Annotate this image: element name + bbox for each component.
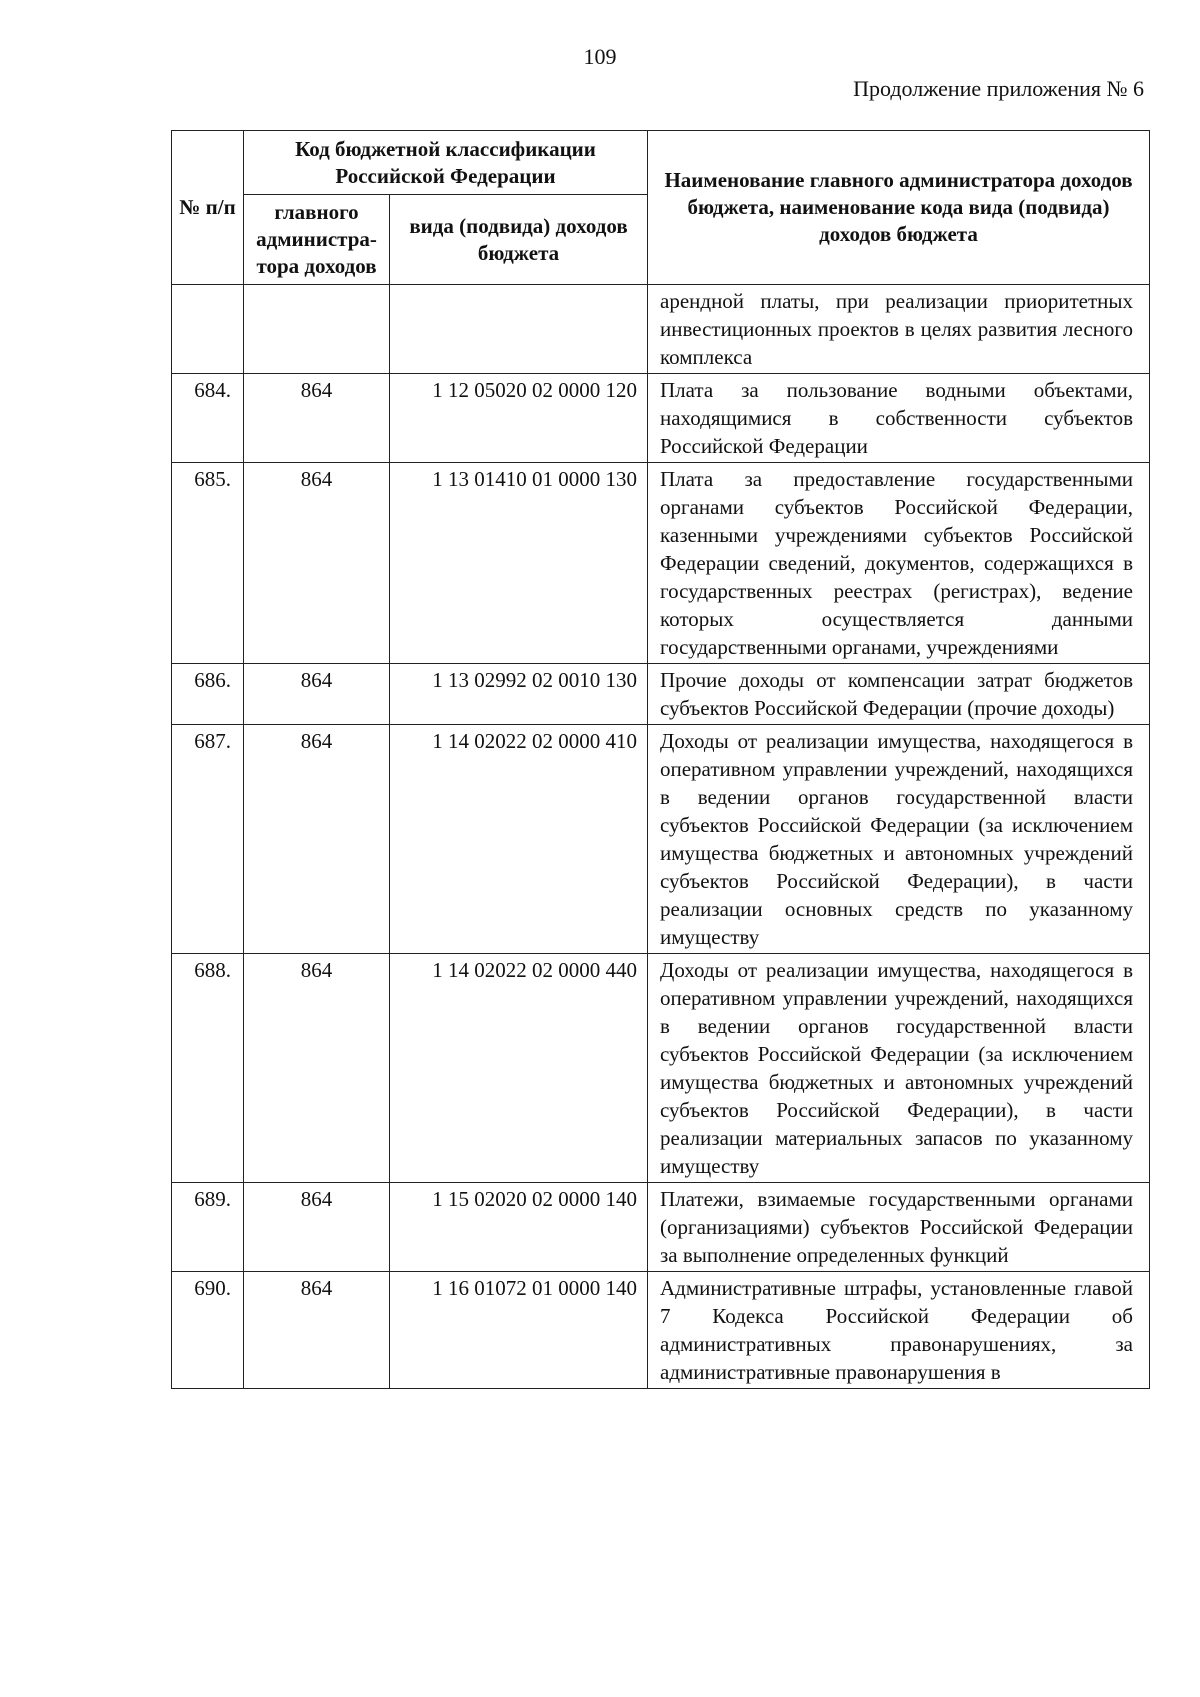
revenue-code: 1 12 05020 02 0000 120	[390, 374, 648, 463]
table-body	[172, 285, 1150, 1389]
row-number: 684.	[172, 374, 244, 463]
header-revenue-type-code: вида (подвида) доходов бюджета	[390, 195, 648, 285]
row-number: 688.	[172, 954, 244, 1183]
revenue-code: 1 14 02022 02 0000 410	[390, 725, 648, 954]
row-number: 687.	[172, 725, 244, 954]
administrator-code: 864	[244, 1183, 390, 1272]
table-row	[172, 374, 1150, 463]
revenue-code: 1 16 01072 01 0000 140	[390, 1272, 648, 1389]
revenue-code: 1 13 02992 02 0010 130	[390, 664, 648, 725]
continuation-note: Продолжение приложения № 6	[853, 76, 1144, 101]
administrator-code: 864	[244, 725, 390, 954]
administrator-code: 864	[244, 954, 390, 1183]
revenue-name: Прочие доходы от компенсации затрат бюджетов субъектов Российской Федерации (прочие доходы)	[648, 664, 1150, 725]
administrator-code: 864	[244, 463, 390, 664]
revenue-code: 1 15 02020 02 0000 140	[390, 1183, 648, 1272]
table-row	[172, 1183, 1150, 1272]
administrator-code: 864	[244, 374, 390, 463]
page-number: 109	[583, 44, 617, 69]
revenue-code: 1 13 01410 01 0000 130	[390, 463, 648, 664]
table-row	[172, 463, 1150, 664]
table-row	[172, 285, 1150, 374]
administrator-code: 864	[244, 664, 390, 725]
table-row	[172, 725, 1150, 954]
revenue-name: арендной платы, при реализации приоритетных инвестиционных проектов в целях развития лесного комплекса	[648, 285, 1150, 374]
revenue-name: Административные штрафы, установленные главой 7 Кодекса Российской Федерации об административных правонарушениях, за административные правонарушения в	[648, 1272, 1150, 1389]
revenue-name: Доходы от реализации имущества, находящегося в оперативном управлении учреждений, находящихся в ведении органов государственной власти субъектов Российской Федерации (за исключением имущества бюджетных и автономных учреждений субъектов Российской Федерации), в части реализации основных средств по указанному имуществу	[648, 725, 1150, 954]
row-number: 690.	[172, 1272, 244, 1389]
table-row	[172, 954, 1150, 1183]
row-number: 685.	[172, 463, 244, 664]
table-row	[172, 664, 1150, 725]
administrator-code: 864	[244, 1272, 390, 1389]
header-administrator-code: главного администра-тора доходов	[244, 195, 390, 285]
header-name: Наименование главного администратора доходов бюджета, наименование кода вида (подвида) доходов бюджета	[648, 131, 1150, 285]
row-number: 686.	[172, 664, 244, 725]
revenue-name: Плата за пользование водными объектами, находящимися в собственности субъектов Российской Федерации	[648, 374, 1150, 463]
row-number: 689.	[172, 1183, 244, 1272]
administrator-code	[244, 285, 390, 374]
header-kbk-group: Код бюджетной классификации Российской Федерации	[244, 131, 648, 195]
revenue-name: Доходы от реализации имущества, находящегося в оперативном управлении учреждений, находящихся в ведении органов государственной власти субъектов Российской Федерации (за исключением имущества бюджетных и автономных учреждений субъектов Российской Федерации), в части реализации материальных запасов по указанному имуществу	[648, 954, 1150, 1183]
revenue-name: Платежи, взимаемые государственными органами (организациями) субъектов Российской Федерации за выполнение определенных функций	[648, 1183, 1150, 1272]
revenue-code	[390, 285, 648, 374]
row-number	[172, 285, 244, 374]
revenue-code: 1 14 02022 02 0000 440	[390, 954, 648, 1183]
revenue-name: Плата за предоставление государственными органами субъектов Российской Федерации, казенными учреждениями субъектов Российской Федерации сведений, документов, содержащихся в государственных реестрах (регистрах), ведение которых осуществляется данными государственными органами, учреждениями	[648, 463, 1150, 664]
revenue-classification-table	[171, 130, 1150, 1389]
header-row-number: № п/п	[172, 131, 244, 285]
table-row	[172, 1272, 1150, 1389]
